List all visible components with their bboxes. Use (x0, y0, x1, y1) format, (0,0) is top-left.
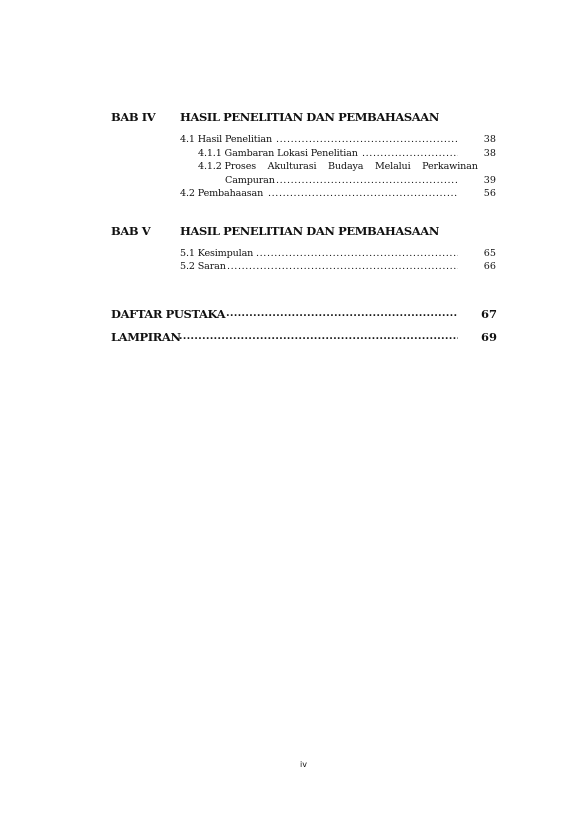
page-number: 65 (483, 248, 496, 259)
toc-entry: 4.2 Pembahaasan (180, 188, 264, 199)
footer-page-number: iv (300, 760, 307, 769)
dot-leader (175, 330, 458, 342)
toc-entry: 4.1.1 Gambaran Lokasi Penelitian (198, 148, 358, 159)
page-number: 67 (480, 307, 497, 321)
dot-leader (268, 188, 458, 199)
toc-entry: 4.1 Hasil Penelitian (180, 134, 273, 145)
page-number: 69 (480, 330, 497, 344)
toc-entry: 5.2 Saran (180, 261, 226, 272)
page-number: 38 (483, 148, 496, 159)
page-number: 39 (483, 175, 496, 186)
chapter-label: BAB V (111, 224, 151, 238)
dot-leader (362, 148, 458, 159)
chapter-label: BAB IV (111, 110, 156, 124)
toc-entry-continued: Campuran (225, 175, 275, 186)
toc-entry: 4.1.2 Proses Akulturasi Budaya Melalui Perkawinan (198, 161, 478, 172)
page-number: 56 (483, 188, 496, 199)
toc-entry-bold: LAMPIRAN (111, 330, 181, 344)
dot-leader (276, 175, 458, 186)
dot-leader (226, 307, 458, 319)
chapter-title: HASIL PENELITIAN DAN PEMBAHASAAN (180, 224, 439, 238)
dot-leader (256, 248, 458, 259)
dot-leader (227, 261, 458, 272)
toc-entry-bold: DAFTAR PUSTAKA (111, 307, 226, 321)
chapter-title: HASIL PENELITIAN DAN PEMBAHASAAN (180, 110, 439, 124)
dot-leader (276, 134, 458, 145)
page-number: 66 (483, 261, 496, 272)
page-number: 38 (483, 134, 496, 145)
toc-entry: 5.1 Kesimpulan (180, 248, 254, 259)
